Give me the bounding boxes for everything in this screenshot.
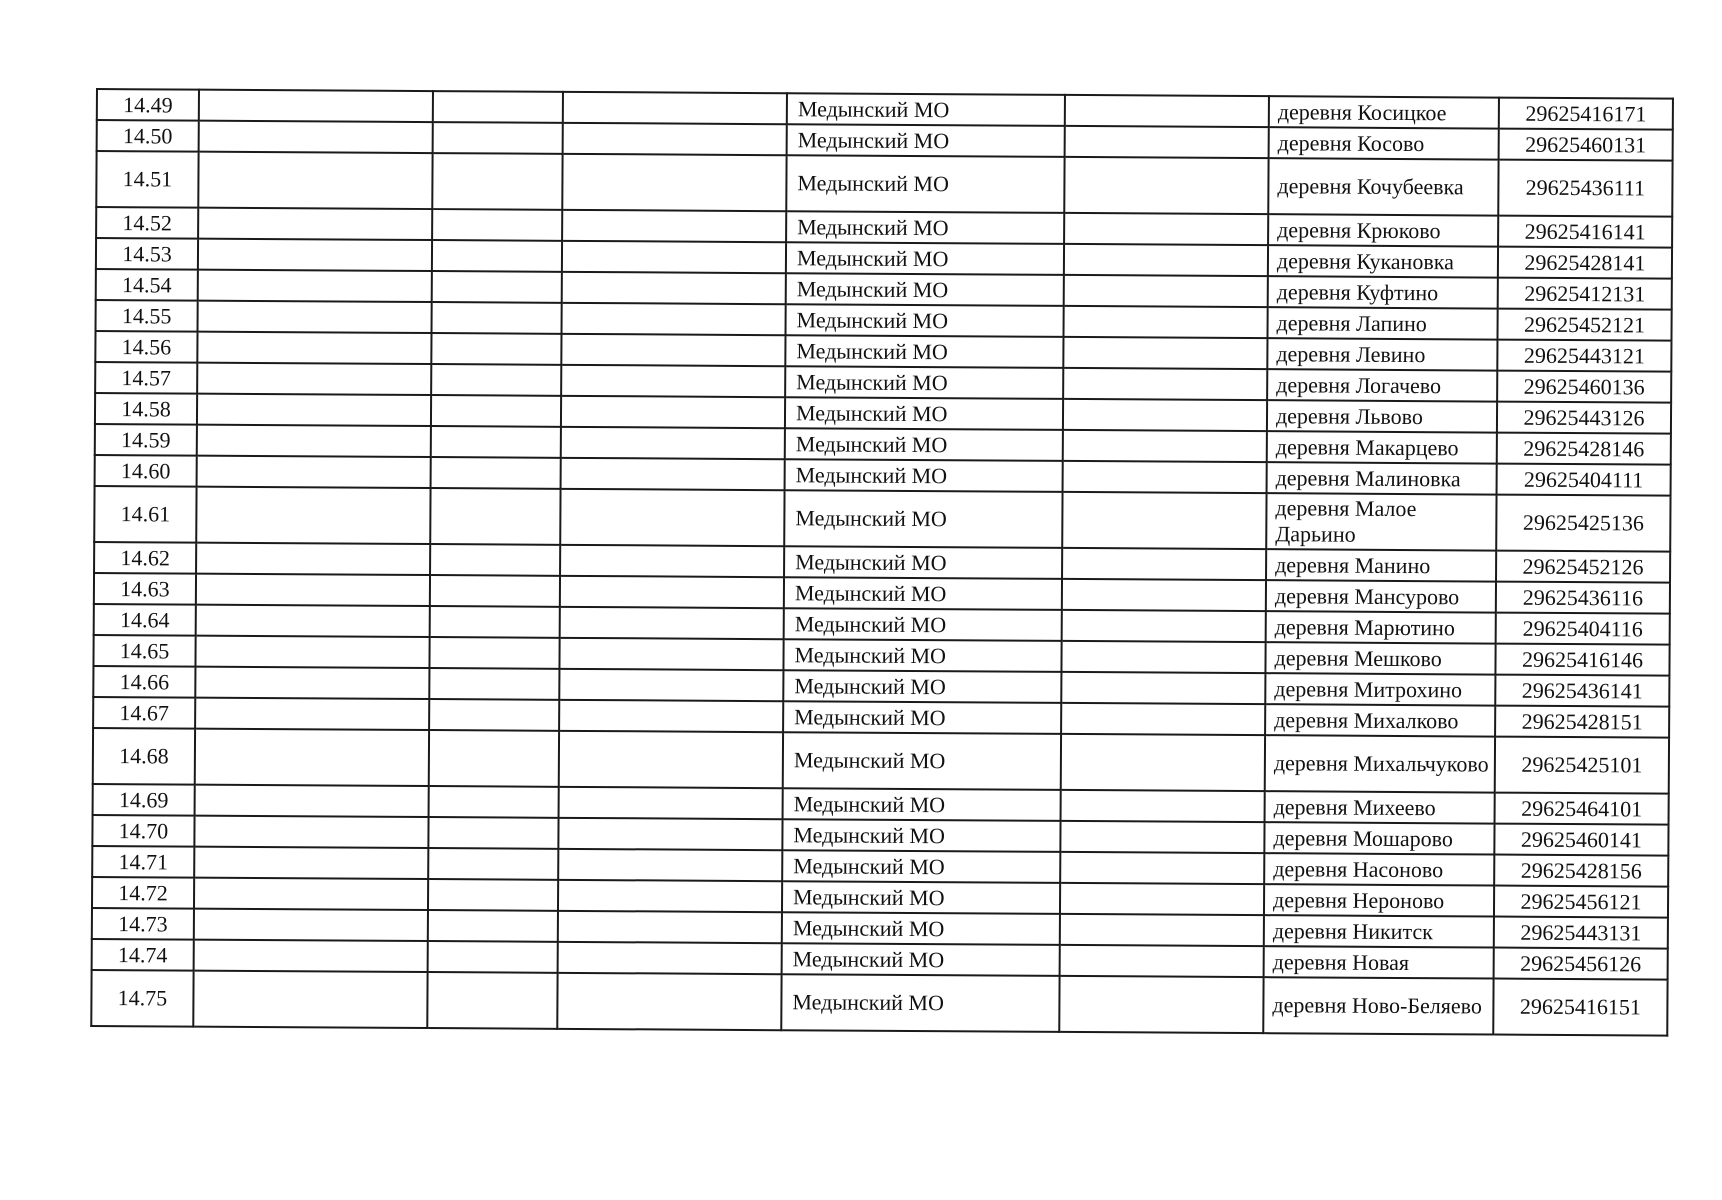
oktmo-code-cell: 29625456121 <box>1494 886 1668 918</box>
empty-cell <box>432 240 562 272</box>
locality-cell: деревня Крюково <box>1268 214 1498 246</box>
empty-cell <box>428 879 558 911</box>
empty-cell <box>560 545 784 577</box>
empty-cell <box>1063 368 1267 400</box>
municipality-cell: Медынский МО <box>784 546 1062 579</box>
empty-cell <box>1062 610 1266 642</box>
empty-cell <box>1061 734 1265 791</box>
locality-cell: деревня Новая <box>1264 946 1494 978</box>
row-number-cell: 14.65 <box>93 635 195 667</box>
empty-cell <box>561 334 785 366</box>
oktmo-code-cell: 29625428151 <box>1495 706 1669 738</box>
locality-cell: деревня Нероново <box>1264 884 1494 916</box>
oktmo-code-cell: 29625436116 <box>1496 582 1670 614</box>
oktmo-code-cell: 29625425136 <box>1496 495 1670 552</box>
row-number-cell: 14.66 <box>93 666 195 698</box>
locality-cell: деревня Косово <box>1269 127 1499 159</box>
empty-cell <box>1065 126 1269 158</box>
empty-cell <box>1063 306 1267 338</box>
empty-cell <box>193 971 427 1028</box>
locality-cell: деревня Кочубеевка <box>1268 158 1498 215</box>
locality-cell: деревня Митрохино <box>1265 673 1495 705</box>
row-number-cell: 14.56 <box>95 331 197 363</box>
empty-cell <box>194 878 428 910</box>
empty-cell <box>561 458 785 490</box>
municipality-cell: Медынский МО <box>786 273 1064 306</box>
municipality-cell: Медынский МО <box>786 155 1064 213</box>
table-body <box>91 89 1673 1036</box>
empty-cell <box>197 394 431 426</box>
empty-cell <box>199 90 433 122</box>
municipality-cell: Медынский МО <box>785 397 1063 430</box>
empty-cell <box>559 700 783 732</box>
empty-cell <box>562 303 786 335</box>
locality-cell: деревня Кукановка <box>1268 245 1498 277</box>
municipality-cell: Медынский МО <box>784 490 1062 548</box>
municipality-cell: Медынский МО <box>785 366 1063 399</box>
empty-cell <box>562 154 786 211</box>
empty-cell <box>562 241 786 273</box>
oktmo-code-cell: 29625428146 <box>1497 433 1671 465</box>
oktmo-code-cell: 29625428141 <box>1498 247 1672 279</box>
oktmo-code-cell: 29625452126 <box>1496 551 1670 583</box>
empty-cell <box>194 816 428 848</box>
empty-cell <box>432 153 562 210</box>
empty-cell <box>196 487 430 544</box>
empty-cell <box>563 92 787 124</box>
municipality-cell: Медынский МО <box>783 670 1061 703</box>
locality-cell: деревня Ново-Беляево <box>1263 977 1493 1034</box>
empty-cell <box>198 239 432 271</box>
locality-cell: деревня Марютино <box>1266 611 1496 643</box>
locality-cell: деревня Малиновка <box>1267 462 1497 494</box>
empty-cell <box>559 731 783 788</box>
empty-cell <box>197 363 431 395</box>
empty-cell <box>428 910 558 942</box>
row-number-cell: 14.53 <box>96 238 198 270</box>
empty-cell <box>558 818 782 850</box>
row-number-cell: 14.73 <box>92 908 194 940</box>
oktmo-code-cell: 29625460136 <box>1497 371 1671 403</box>
empty-cell <box>428 941 558 973</box>
empty-cell <box>558 942 782 974</box>
row-number-cell: 14.54 <box>96 269 198 301</box>
empty-cell <box>559 669 783 701</box>
oktmo-code-cell: 29625404116 <box>1496 613 1670 645</box>
empty-cell <box>432 302 562 334</box>
empty-cell <box>559 638 783 670</box>
empty-cell <box>1060 883 1264 915</box>
empty-cell <box>433 122 563 154</box>
empty-cell <box>560 489 784 546</box>
empty-cell <box>429 668 559 700</box>
locality-cell: деревня Михеево <box>1265 791 1495 823</box>
table-row <box>93 728 1669 794</box>
oktmo-code-cell: 29625416141 <box>1498 216 1672 248</box>
empty-cell <box>1061 790 1265 822</box>
oktmo-code-cell: 29625425101 <box>1495 737 1669 794</box>
empty-cell <box>197 332 431 364</box>
empty-cell <box>429 699 559 731</box>
table-row <box>91 970 1667 1036</box>
municipality-cell: Медынский МО <box>785 428 1063 461</box>
empty-cell <box>198 301 432 333</box>
oktmo-code-cell: 29625416146 <box>1495 644 1669 676</box>
locality-cell: деревня Логачево <box>1267 369 1497 401</box>
row-number-cell: 14.70 <box>92 815 194 847</box>
empty-cell <box>431 364 561 396</box>
empty-cell <box>560 607 784 639</box>
locality-cell: деревня Лапино <box>1267 307 1497 339</box>
empty-cell <box>431 333 561 365</box>
row-number-cell: 14.71 <box>92 846 194 878</box>
row-number-cell: 14.63 <box>94 573 196 605</box>
oktmo-code-cell: 29625436111 <box>1498 160 1672 217</box>
row-number-cell: 14.60 <box>95 455 197 487</box>
empty-cell <box>1060 945 1264 977</box>
municipality-cell: Медынский МО <box>784 577 1062 610</box>
locality-cell: деревня Мансурово <box>1266 580 1496 612</box>
municipality-cell: Медынский МО <box>783 732 1061 790</box>
locality-cell: деревня Малое Дарьино <box>1266 493 1496 550</box>
municipality-cell: Медынский МО <box>787 93 1065 126</box>
empty-cell <box>1064 244 1268 276</box>
settlements-table <box>90 88 1674 1037</box>
empty-cell <box>430 544 560 576</box>
locality-cell: деревня Насоново <box>1264 853 1494 885</box>
empty-cell <box>559 787 783 819</box>
row-number-cell: 14.69 <box>93 784 195 816</box>
empty-cell <box>431 395 561 427</box>
empty-cell <box>1062 579 1266 611</box>
empty-cell <box>1064 275 1268 307</box>
empty-cell <box>428 817 558 849</box>
empty-cell <box>195 698 429 730</box>
empty-cell <box>196 574 430 606</box>
empty-cell <box>561 365 785 397</box>
municipality-cell: Медынский МО <box>783 701 1061 734</box>
municipality-cell: Медынский МО <box>786 242 1064 275</box>
oktmo-code-cell: 29625404111 <box>1497 464 1671 496</box>
row-number-cell: 14.57 <box>95 362 197 394</box>
oktmo-code-cell: 29625428156 <box>1494 855 1668 887</box>
empty-cell <box>1063 461 1267 493</box>
empty-cell <box>1060 821 1264 853</box>
empty-cell <box>195 785 429 817</box>
empty-cell <box>557 973 781 1030</box>
locality-cell: деревня Макарцево <box>1267 431 1497 463</box>
empty-cell <box>432 271 562 303</box>
empty-cell <box>562 272 786 304</box>
locality-cell: деревня Мешково <box>1265 642 1495 674</box>
empty-cell <box>563 123 787 155</box>
oktmo-code-cell: 29625464101 <box>1495 793 1669 825</box>
empty-cell <box>561 427 785 459</box>
empty-cell <box>558 911 782 943</box>
oktmo-code-cell: 29625443131 <box>1494 917 1668 949</box>
municipality-cell: Медынский МО <box>783 788 1061 821</box>
municipality-cell: Медынский МО <box>782 850 1060 883</box>
municipality-cell: Медынский МО <box>783 639 1061 672</box>
empty-cell <box>560 576 784 608</box>
locality-cell: деревня Никитск <box>1264 915 1494 947</box>
empty-cell <box>429 730 559 787</box>
empty-cell <box>427 972 557 1029</box>
empty-cell <box>558 880 782 912</box>
oktmo-code-cell: 29625416151 <box>1493 979 1667 1036</box>
row-number-cell: 14.58 <box>95 393 197 425</box>
municipality-cell: Медынский МО <box>787 124 1065 157</box>
empty-cell <box>1063 399 1267 431</box>
locality-cell: деревня Львово <box>1267 400 1497 432</box>
row-number-cell: 14.49 <box>97 89 199 121</box>
row-number-cell: 14.75 <box>91 970 193 1027</box>
row-number-cell: 14.74 <box>92 939 194 971</box>
locality-cell: деревня Куфтино <box>1268 276 1498 308</box>
row-number-cell: 14.64 <box>94 604 196 636</box>
empty-cell <box>195 636 429 668</box>
table-row <box>94 486 1670 552</box>
empty-cell <box>195 729 429 786</box>
empty-cell <box>196 543 430 575</box>
municipality-cell: Медынский МО <box>782 819 1060 852</box>
empty-cell <box>199 121 433 153</box>
empty-cell <box>431 457 561 489</box>
empty-cell <box>431 426 561 458</box>
empty-cell <box>561 396 785 428</box>
municipality-cell: Медынский МО <box>784 608 1062 641</box>
row-number-cell: 14.51 <box>96 151 198 208</box>
empty-cell <box>1062 548 1266 580</box>
oktmo-code-cell: 29625443121 <box>1497 340 1671 372</box>
row-number-cell: 14.61 <box>94 486 196 543</box>
municipality-cell: Медынский МО <box>785 459 1063 492</box>
locality-cell: деревня Мошарово <box>1264 822 1494 854</box>
locality-cell: деревня Левино <box>1267 338 1497 370</box>
row-number-cell: 14.50 <box>97 120 199 152</box>
empty-cell <box>430 488 560 545</box>
empty-cell <box>194 940 428 972</box>
table-row <box>96 151 1672 217</box>
row-number-cell: 14.52 <box>96 207 198 239</box>
row-number-cell: 14.62 <box>94 542 196 574</box>
empty-cell <box>1059 976 1263 1033</box>
empty-cell <box>195 667 429 699</box>
empty-cell <box>1065 95 1269 127</box>
empty-cell <box>194 847 428 879</box>
row-number-cell: 14.55 <box>96 300 198 332</box>
empty-cell <box>196 605 430 637</box>
row-number-cell: 14.68 <box>93 728 195 785</box>
locality-cell: деревня Михалково <box>1265 704 1495 736</box>
empty-cell <box>1064 157 1268 214</box>
oktmo-code-cell: 29625443126 <box>1497 402 1671 434</box>
oktmo-code-cell: 29625452121 <box>1497 309 1671 341</box>
locality-cell: деревня Михальчуково <box>1265 735 1495 792</box>
locality-cell: деревня Косицкое <box>1269 96 1499 128</box>
empty-cell <box>197 456 431 488</box>
empty-cell <box>1064 213 1268 245</box>
empty-cell <box>1061 641 1265 673</box>
oktmo-code-cell: 29625436141 <box>1495 675 1669 707</box>
empty-cell <box>197 425 431 457</box>
row-number-cell: 14.72 <box>92 877 194 909</box>
oktmo-code-cell: 29625412131 <box>1498 278 1672 310</box>
empty-cell <box>433 91 563 123</box>
empty-cell <box>430 606 560 638</box>
empty-cell <box>430 575 560 607</box>
municipality-cell: Медынский МО <box>786 211 1064 244</box>
empty-cell <box>1061 672 1265 704</box>
empty-cell <box>558 849 782 881</box>
oktmo-code-cell: 29625416171 <box>1499 98 1673 130</box>
row-number-cell: 14.67 <box>93 697 195 729</box>
empty-cell <box>1060 852 1264 884</box>
empty-cell <box>429 637 559 669</box>
empty-cell <box>429 786 559 818</box>
empty-cell <box>198 270 432 302</box>
oktmo-code-cell: 29625456126 <box>1494 948 1668 980</box>
locality-cell: деревня Манино <box>1266 549 1496 581</box>
empty-cell <box>198 152 432 209</box>
municipality-cell: Медынский МО <box>782 912 1060 945</box>
municipality-cell: Медынский МО <box>786 304 1064 337</box>
empty-cell <box>1060 914 1264 946</box>
empty-cell <box>428 848 558 880</box>
row-number-cell: 14.59 <box>95 424 197 456</box>
empty-cell <box>1063 337 1267 369</box>
municipality-cell: Медынский МО <box>782 881 1060 914</box>
municipality-cell: Медынский МО <box>785 335 1063 368</box>
oktmo-code-cell: 29625460141 <box>1494 824 1668 856</box>
empty-cell <box>432 209 562 241</box>
empty-cell <box>1062 492 1266 549</box>
municipality-cell: Медынский МО <box>782 943 1060 976</box>
empty-cell <box>562 210 786 242</box>
oktmo-code-cell: 29625460131 <box>1499 129 1673 161</box>
empty-cell <box>1063 430 1267 462</box>
municipality-cell: Медынский МО <box>781 974 1059 1032</box>
empty-cell <box>1061 703 1265 735</box>
empty-cell <box>198 208 432 240</box>
empty-cell <box>194 909 428 941</box>
